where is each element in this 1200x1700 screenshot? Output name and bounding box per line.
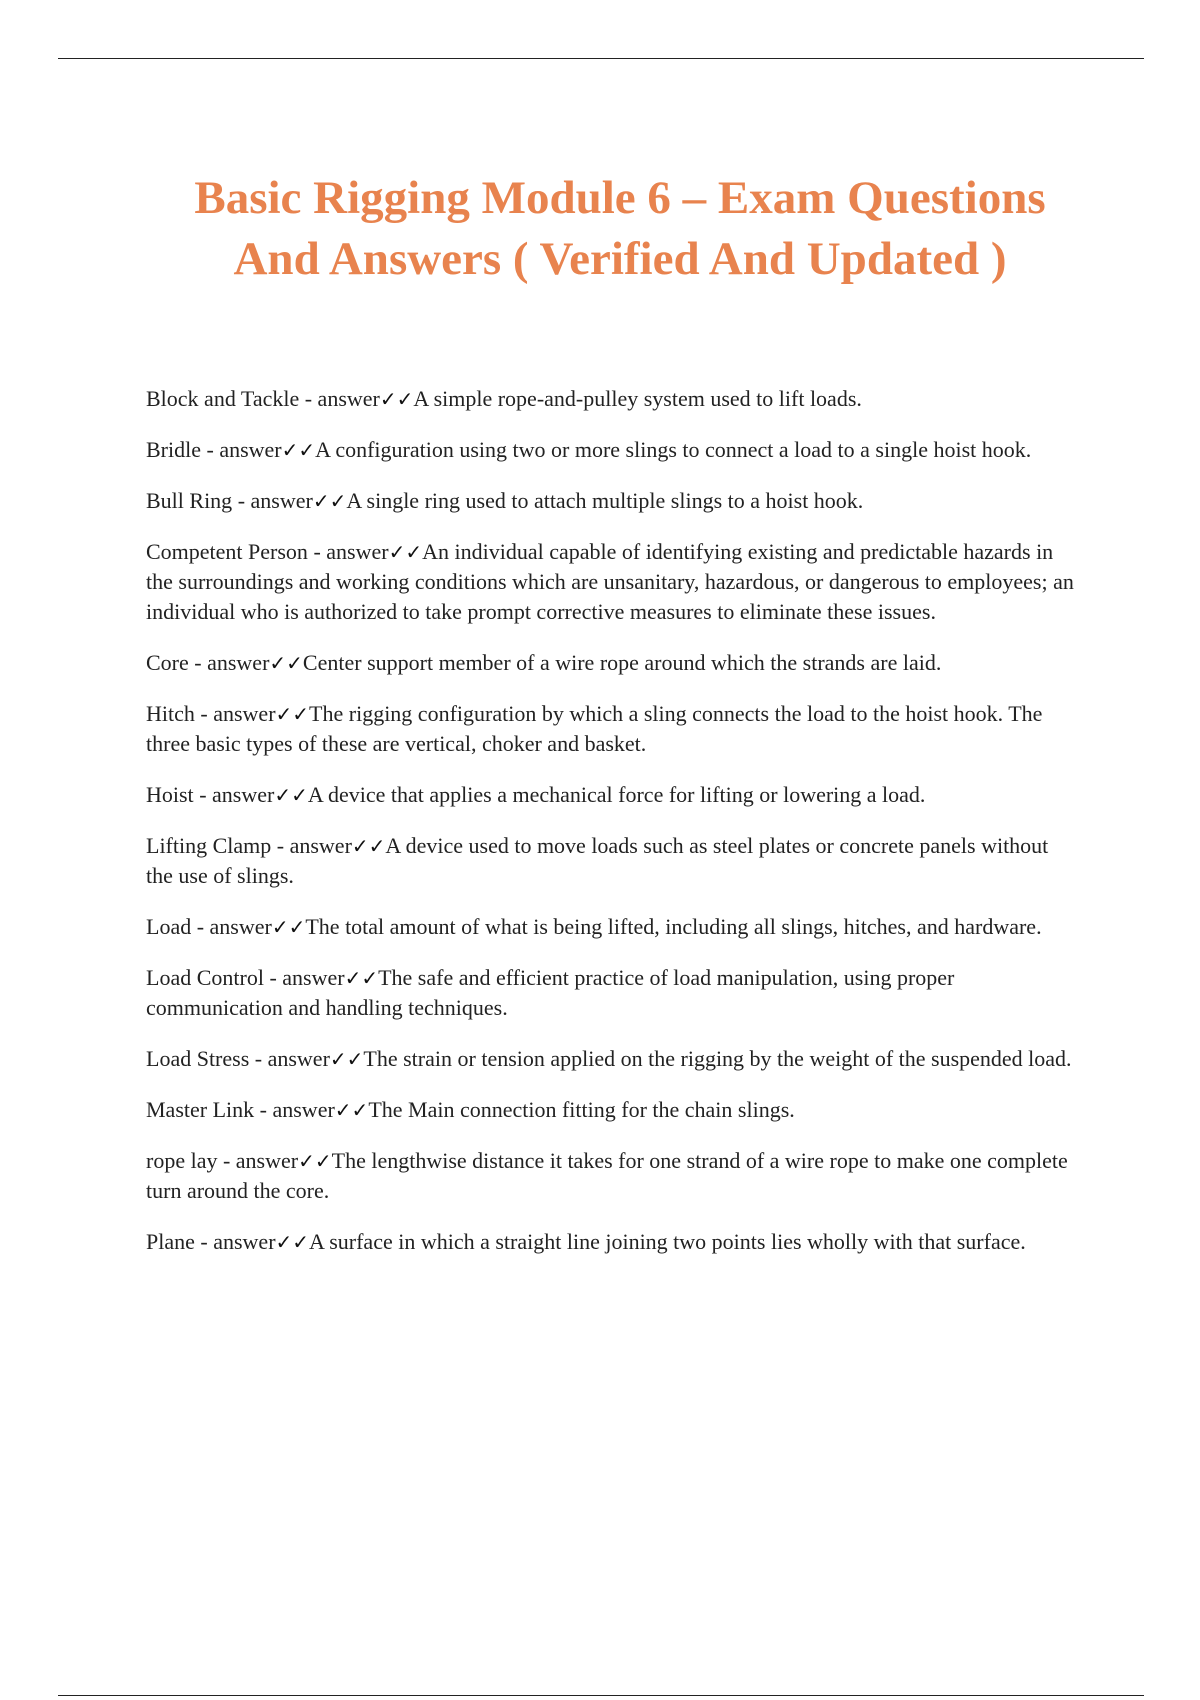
entry-list xyxy=(146,384,1076,1278)
entry-separator: - answer xyxy=(191,914,272,939)
check-icon: ✓✓ xyxy=(275,702,310,726)
entry-term: Block and Tackle xyxy=(146,386,300,411)
entry-separator: - answer xyxy=(299,386,380,411)
bottom-rule xyxy=(58,1695,1144,1696)
document-title xyxy=(120,168,1120,290)
entry-definition: The strain or tension applied on the rigging by the weight of the suspended load. xyxy=(363,1046,1072,1071)
entry-separator: - answer xyxy=(249,1046,330,1071)
title-line-2: And Answers ( Verified And Updated ) xyxy=(233,233,1007,285)
entry-separator: - answer xyxy=(307,539,389,564)
check-icon: ✓✓ xyxy=(379,387,414,411)
entry-definition: The safe and efficient practice of load manipulation, using proper communication and handling techniques. xyxy=(146,965,955,1020)
list-item xyxy=(146,537,1076,627)
entry-separator: - answer xyxy=(232,488,313,513)
check-icon: ✓✓ xyxy=(388,540,423,564)
list-item xyxy=(146,648,1076,678)
check-icon: ✓✓ xyxy=(312,489,347,513)
entry-definition: The Main connection fitting for the chain slings. xyxy=(368,1097,795,1122)
entry-definition: Center support member of a wire rope around which the strands are laid. xyxy=(302,650,942,675)
list-item xyxy=(146,1044,1076,1074)
list-item xyxy=(146,699,1076,759)
entry-term: Bridle xyxy=(146,437,201,462)
entry-separator: - answer xyxy=(217,1148,299,1173)
entry-term: Plane xyxy=(146,1229,195,1254)
entry-definition: A configuration using two or more slings to connect a load to a single hoist hook. xyxy=(315,437,1032,462)
entry-definition: The lengthwise distance it takes for one strand of a wire rope to make one complete turn around the core. xyxy=(146,1148,1068,1203)
entry-separator: - answer xyxy=(194,701,276,726)
entry-term: Load Control xyxy=(146,965,264,990)
entry-definition: A device that applies a mechanical force for lifting or lowering a load. xyxy=(307,782,926,807)
entry-term: rope lay xyxy=(146,1148,218,1173)
entry-term: Master Link xyxy=(146,1097,255,1122)
list-item xyxy=(146,486,1076,516)
list-item xyxy=(146,435,1076,465)
entry-definition: A single ring used to attach multiple slings to a hoist hook. xyxy=(346,488,864,513)
entry-separator: - answer xyxy=(188,650,270,675)
entry-separator: - answer xyxy=(201,437,282,462)
check-icon: ✓✓ xyxy=(271,915,306,939)
entry-term: Hitch xyxy=(146,701,195,726)
check-icon: ✓✓ xyxy=(334,1098,369,1122)
top-rule xyxy=(58,58,1144,59)
check-icon: ✓✓ xyxy=(351,834,386,858)
entry-separator: - answer xyxy=(193,782,275,807)
entry-term: Hoist xyxy=(146,782,194,807)
entry-term: Bull Ring xyxy=(146,488,233,513)
entry-term: Load Stress xyxy=(146,1046,250,1071)
list-item xyxy=(146,831,1076,891)
entry-definition: An individual capable of identifying existing and predictable hazards in the surroundings and working conditions which are unsanitary, hazardous, or dangerous to employees; an individual who is authorized to take prompt corrective measures to eliminate these issues. xyxy=(146,539,1074,624)
check-icon: ✓✓ xyxy=(281,438,316,462)
entry-definition: The total amount of what is being lifted, including all slings, hitches, and hardware. xyxy=(305,914,1042,939)
entry-definition: A surface in which a straight line joining two points lies wholly with that surface. xyxy=(309,1229,1026,1254)
entry-separator: - answer xyxy=(263,965,345,990)
entry-separator: - answer xyxy=(254,1097,335,1122)
check-icon: ✓✓ xyxy=(329,1047,364,1071)
list-item xyxy=(146,1095,1076,1125)
list-item xyxy=(146,963,1076,1023)
entry-definition: A device used to move loads such as steel plates or concrete panels without the use of slings. xyxy=(146,833,1049,888)
entry-term: Core xyxy=(146,650,189,675)
entry-definition: A simple rope-and-pulley system used to lift loads. xyxy=(413,386,862,411)
list-item xyxy=(146,780,1076,810)
entry-separator: - answer xyxy=(271,833,352,858)
check-icon: ✓✓ xyxy=(269,651,303,675)
entry-term: Load xyxy=(146,914,192,939)
entry-term: Competent Person xyxy=(146,539,308,564)
check-icon: ✓✓ xyxy=(274,783,308,807)
list-item xyxy=(146,384,1076,414)
entry-definition: The rigging configuration by which a sling connects the load to the hoist hook. The three basic types of these are vertical, choker and basket. xyxy=(146,701,1043,756)
entry-term: Lifting Clamp xyxy=(146,833,272,858)
check-icon: ✓✓ xyxy=(298,1149,332,1173)
list-item xyxy=(146,1227,1076,1257)
list-item xyxy=(146,912,1076,942)
list-item xyxy=(146,1146,1076,1206)
entry-separator: - answer xyxy=(194,1229,276,1254)
check-icon: ✓✓ xyxy=(275,1230,310,1254)
check-icon: ✓✓ xyxy=(344,966,379,990)
title-line-1: Basic Rigging Module 6 – Exam Questions xyxy=(194,172,1046,224)
